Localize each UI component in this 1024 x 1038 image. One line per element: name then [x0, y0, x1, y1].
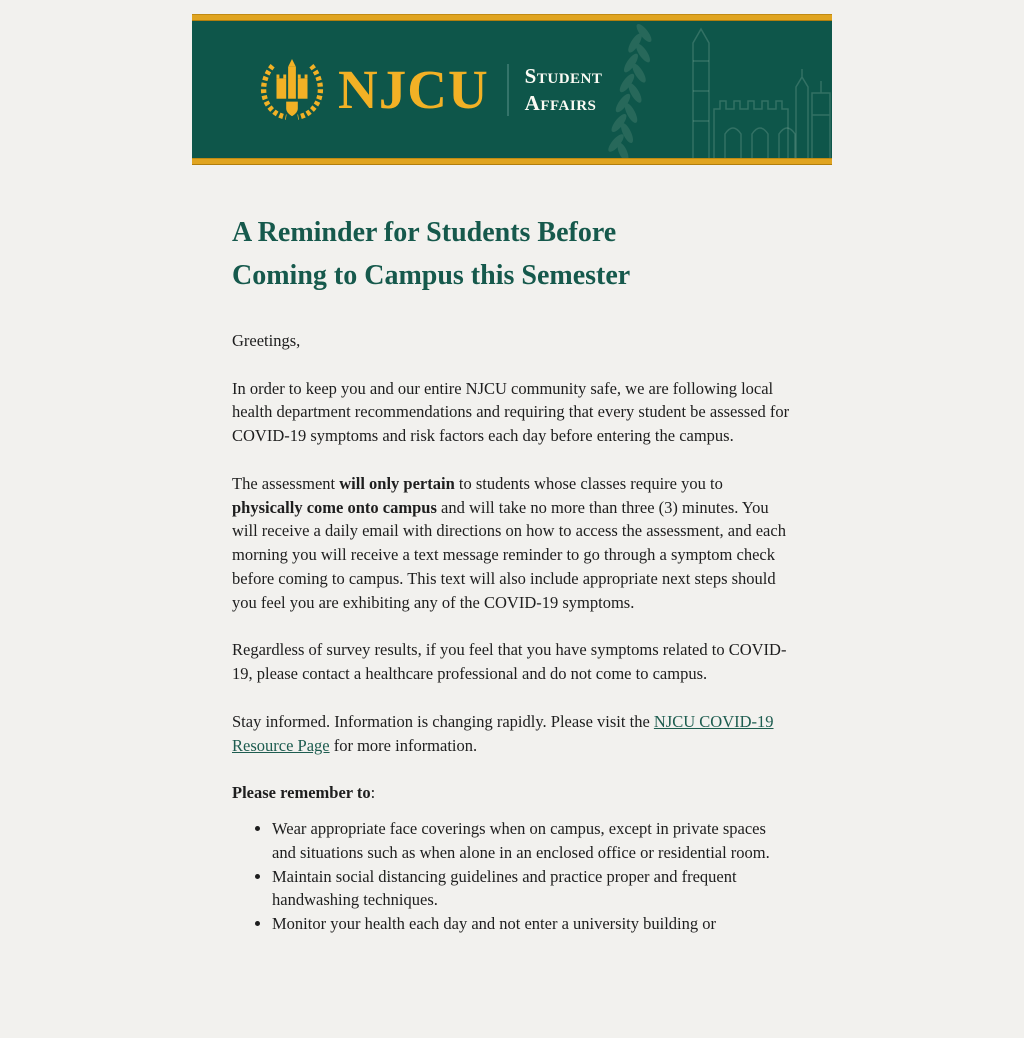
dept-line-2: Affairs — [524, 90, 597, 115]
covid-resource-page-link[interactable]: NJCU COVID-19 Resource Page — [232, 711, 774, 755]
page-title — [232, 211, 792, 298]
reminder-list — [232, 817, 792, 936]
title-line-2: Coming to Campus this Semester — [232, 260, 631, 292]
list-item: • Wear appropriate face coverings when on campus, except in private spaces and situations such as when alone in an enclosed office or residential room. — [272, 817, 792, 865]
paragraph-intro: In order to keep you and our entire NJCU community safe, we are following local health department recommendations and requiring that every student be assessed for COVID-19 symptoms and risk factors each day before entering the campus. — [232, 378, 790, 446]
paragraph-assessment: The assessment will only pertain to students whose classes require you to physically come onto campus and will take no more than three (3) minutes. You will receive a daily email with directions on how to access the assessment, and each morning you will receive a text message reminder to go through a symptom check before coming to campus. This text will also include appropriate next steps should you feel you are exhibiting any of the COVID-19 symptoms. — [232, 473, 786, 612]
list-item: • Maintain social distancing guidelines and practice proper and frequent handwashing techniques. — [272, 865, 792, 913]
banner-green-area — [192, 21, 832, 158]
email-body — [232, 211, 792, 936]
njcu-wordmark: NJCU — [338, 59, 489, 120]
logo-lockup — [192, 21, 832, 158]
paragraph-symptoms: Regardless of survey results, if you feel that you have symptoms related to COVID-19, please contact a healthcare professional and do not come to campus. — [232, 640, 787, 684]
greeting-text: Greetings, — [232, 330, 301, 350]
paragraph-stay-informed: Stay informed. Information is changing rapidly. Please visit the NJCU COVID-19 Resource Page for more information. — [232, 711, 774, 755]
list-item: • Monitor your health each day and not enter a university building or — [272, 912, 792, 936]
remember-heading: Please remember to: — [232, 783, 376, 803]
remember-heading-bold: Please remember to — [232, 783, 371, 803]
header-banner — [192, 14, 832, 165]
gold-bar-top — [192, 14, 832, 21]
njcu-crest-icon — [258, 59, 326, 121]
gold-bar-bottom — [192, 158, 832, 165]
bold-physically-come: physically come onto campus — [232, 497, 437, 517]
title-line-1: A Reminder for Students Before — [232, 217, 617, 248]
bold-will-only-pertain: will only pertain — [339, 473, 455, 493]
dept-name — [525, 63, 603, 117]
logo-divider — [507, 64, 509, 116]
dept-line-1: Student — [524, 63, 603, 88]
